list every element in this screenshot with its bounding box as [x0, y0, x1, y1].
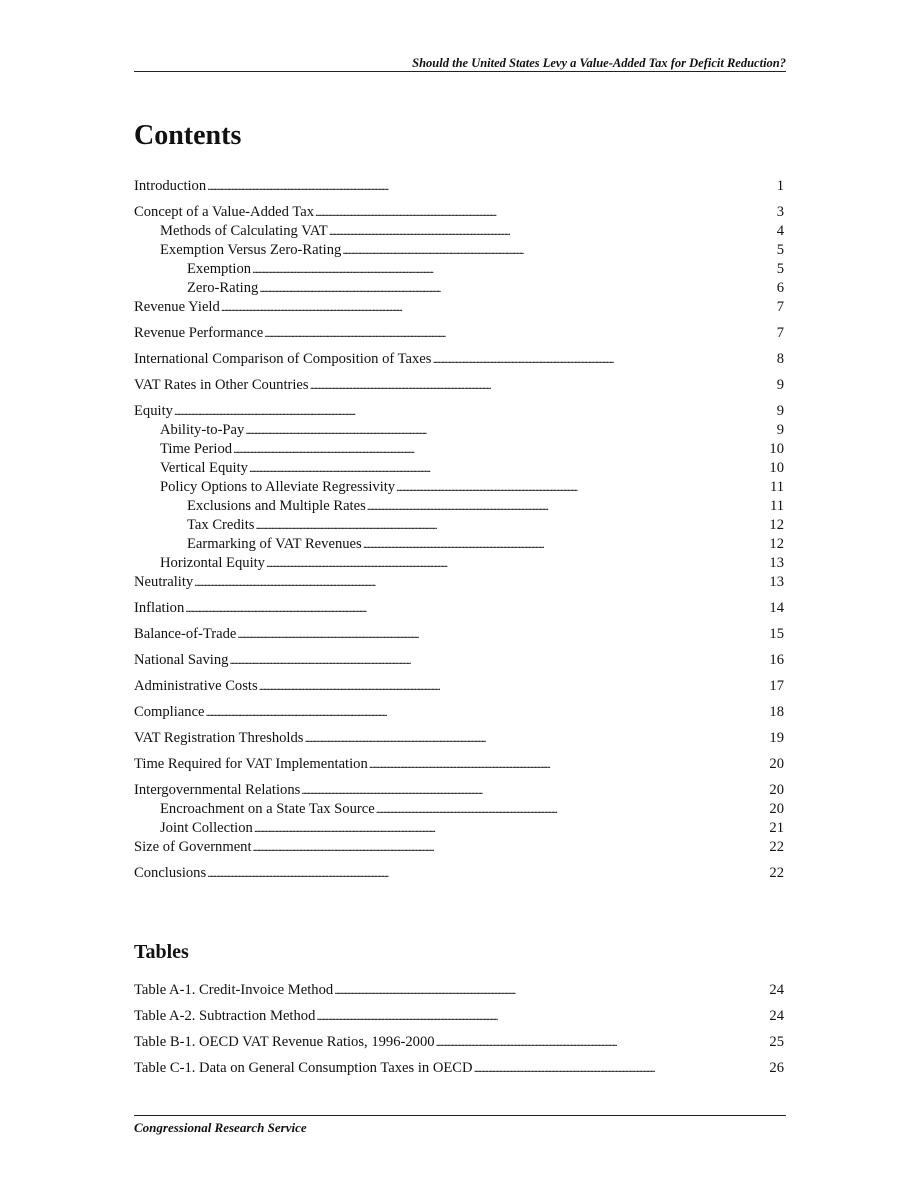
toc-entry-page: 10 — [769, 441, 784, 457]
toc-entry-page: 13 — [769, 555, 784, 571]
toc-entry-label: Revenue Performance — [134, 325, 264, 341]
toc-entry[interactable] — [134, 800, 784, 819]
toc-entry[interactable] — [134, 516, 784, 535]
toc-entry-label: VAT Rates in Other Countries — [134, 377, 309, 393]
toc-entry-page: 13 — [769, 574, 784, 590]
toc-entry[interactable] — [134, 838, 784, 857]
dot-leader — [253, 838, 769, 856]
toc-entry[interactable] — [134, 478, 784, 497]
toc-entry[interactable] — [134, 260, 784, 279]
dot-leader — [259, 279, 775, 297]
running-header: Should the United States Levy a Value-Added Tax for Deficit Reduction? — [412, 56, 786, 70]
toc-entry-label: Compliance — [134, 704, 205, 720]
toc-entry[interactable] — [134, 625, 784, 644]
toc-entry-page: 8 — [776, 351, 784, 367]
toc-entry-page: 17 — [769, 678, 784, 694]
toc-entry-page: 10 — [769, 460, 784, 476]
toc-entry[interactable] — [134, 651, 784, 670]
toc-entry[interactable] — [134, 599, 784, 618]
dot-leader — [432, 350, 775, 368]
dot-leader — [369, 755, 769, 773]
toc-entry-page: 20 — [769, 756, 784, 772]
dot-leader — [194, 573, 768, 591]
toc-entry-label: Exemption — [187, 261, 252, 277]
dot-leader — [206, 703, 769, 721]
toc-entry-label: Policy Options to Alleviate Regressivity — [160, 479, 396, 495]
dot-leader — [367, 497, 769, 515]
toc-entry-label: Size of Government — [134, 839, 252, 855]
toc-entry-label: Joint Collection — [160, 820, 253, 836]
toc-entry-page: 9 — [776, 377, 784, 393]
toc-entry-label: Introduction — [134, 178, 207, 194]
table-entry[interactable] — [134, 981, 784, 1000]
toc-entry-label: Equity — [134, 403, 173, 419]
dot-leader — [264, 324, 775, 342]
toc-entry-label: Conclusions — [134, 865, 207, 881]
toc-entry-label: Time Required for VAT Implementation — [134, 756, 368, 772]
list-of-tables — [134, 981, 784, 1078]
dot-leader — [229, 651, 768, 669]
dot-leader — [249, 459, 768, 477]
toc-entry[interactable] — [134, 350, 784, 369]
toc-entry-page: 20 — [769, 782, 784, 798]
toc-entry-label: Horizontal Equity — [160, 555, 265, 571]
toc-entry-label: International Comparison of Composition of Taxes — [134, 351, 432, 367]
dot-leader — [329, 222, 776, 240]
toc-entry-label: Neutrality — [134, 574, 194, 590]
table-entry-page: 24 — [769, 982, 784, 998]
toc-entry[interactable] — [134, 279, 784, 298]
toc-entry[interactable] — [134, 497, 784, 516]
table-entry-label: Table B-1. OECD VAT Revenue Ratios, 1996-2000 — [134, 1034, 435, 1050]
dot-leader — [254, 819, 769, 837]
table-entry-page: 24 — [769, 1008, 784, 1024]
toc-entry-page: 16 — [769, 652, 784, 668]
toc-entry-page: 18 — [769, 704, 784, 720]
dot-leader — [436, 1033, 769, 1051]
dot-leader — [221, 298, 776, 316]
dot-leader — [255, 516, 768, 534]
toc-entry[interactable] — [134, 298, 784, 317]
toc-entry-label: Methods of Calculating VAT — [160, 223, 328, 239]
toc-entry-label: Ability-to-Pay — [160, 422, 245, 438]
toc-entry-page: 5 — [776, 261, 784, 277]
toc-entry[interactable] — [134, 755, 784, 774]
toc-entry[interactable] — [134, 376, 784, 395]
toc-entry-page: 7 — [776, 325, 784, 341]
dot-leader — [233, 440, 768, 458]
toc-entry-label: Revenue Yield — [134, 299, 220, 315]
toc-entry-page: 12 — [769, 536, 784, 552]
footer-rule — [134, 1115, 786, 1116]
toc-entry[interactable] — [134, 677, 784, 696]
toc-entry[interactable] — [134, 440, 784, 459]
toc-entry[interactable] — [134, 703, 784, 722]
table-entry-label: Table C-1. Data on General Consumption Taxes in OECD — [134, 1060, 473, 1076]
toc-entry[interactable] — [134, 324, 784, 343]
dot-leader — [474, 1059, 769, 1077]
dot-leader — [207, 864, 768, 882]
dot-leader — [342, 241, 775, 259]
dot-leader — [304, 729, 768, 747]
toc-entry-page: 11 — [769, 479, 784, 495]
toc-entry-label: Tax Credits — [187, 517, 255, 533]
toc-entry-page: 3 — [776, 204, 784, 220]
dot-leader — [315, 203, 776, 221]
toc-entry-page: 19 — [769, 730, 784, 746]
toc-entry-page: 22 — [769, 839, 784, 855]
dot-leader — [301, 781, 768, 799]
toc-entry[interactable] — [134, 402, 784, 421]
toc-entry[interactable] — [134, 421, 784, 440]
toc-entry-label: Vertical Equity — [160, 460, 248, 476]
dot-leader — [363, 535, 769, 553]
toc-entry[interactable] — [134, 535, 784, 554]
toc-entry-page: 22 — [769, 865, 784, 881]
toc-entry-page: 9 — [776, 422, 784, 438]
toc-entry-page: 1 — [776, 178, 784, 194]
table-entry[interactable] — [134, 1007, 784, 1026]
toc-entry[interactable] — [134, 459, 784, 478]
dot-leader — [376, 800, 769, 818]
dot-leader — [259, 677, 769, 695]
toc-entry-label: Exemption Versus Zero-Rating — [160, 242, 342, 258]
toc-entry-page: 20 — [769, 801, 784, 817]
toc-entry-label: Administrative Costs — [134, 678, 258, 694]
toc-entry-label: Concept of a Value-Added Tax — [134, 204, 314, 220]
header-rule — [134, 71, 786, 72]
toc-entry-label: Exclusions and Multiple Rates — [187, 498, 366, 514]
toc-entry-label: Encroachment on a State Tax Source — [160, 801, 375, 817]
table-entry-label: Table A-1. Credit-Invoice Method — [134, 982, 334, 998]
toc-entry[interactable] — [134, 819, 784, 838]
dot-leader — [237, 625, 768, 643]
toc-entry[interactable] — [134, 554, 784, 573]
toc-entry[interactable] — [134, 573, 784, 592]
toc-entry[interactable] — [134, 177, 784, 196]
table-entry-page: 25 — [769, 1034, 784, 1050]
dot-leader — [185, 599, 768, 617]
toc-entry-page: 14 — [769, 600, 784, 616]
page-title: Contents — [134, 120, 242, 151]
dot-leader — [207, 177, 776, 195]
toc-entry-page: 6 — [776, 280, 784, 296]
tables-heading: Tables — [134, 941, 189, 963]
toc-entry[interactable] — [134, 781, 784, 800]
toc-entry-page: 9 — [776, 403, 784, 419]
toc-entry-page: 21 — [769, 820, 784, 836]
running-footer: Congressional Research Service — [134, 1120, 307, 1135]
toc-entry[interactable] — [134, 203, 784, 222]
toc-entry-page: 7 — [776, 299, 784, 315]
toc-entry-label: Balance-of-Trade — [134, 626, 237, 642]
toc-entry-label: National Saving — [134, 652, 229, 668]
table-of-contents — [134, 177, 784, 883]
dot-leader — [252, 260, 776, 278]
dot-leader — [174, 402, 776, 420]
dot-leader — [310, 376, 776, 394]
toc-entry[interactable] — [134, 864, 784, 883]
toc-entry-page: 12 — [769, 517, 784, 533]
toc-entry-page: 4 — [776, 223, 784, 239]
toc-entry-page: 15 — [769, 626, 784, 642]
dot-leader — [396, 478, 769, 496]
toc-entry-page: 11 — [769, 498, 784, 514]
table-entry-label: Table A-2. Subtraction Method — [134, 1008, 316, 1024]
toc-entry-label: Time Period — [160, 441, 233, 457]
dot-leader — [245, 421, 775, 439]
toc-entry-label: VAT Registration Thresholds — [134, 730, 304, 746]
toc-entry-label: Zero-Rating — [187, 280, 259, 296]
toc-entry[interactable] — [134, 729, 784, 748]
toc-entry[interactable] — [134, 222, 784, 241]
toc-entry-label: Intergovernmental Relations — [134, 782, 301, 798]
toc-entry-label: Earmarking of VAT Revenues — [187, 536, 362, 552]
table-entry[interactable] — [134, 1059, 784, 1078]
toc-entry-page: 5 — [776, 242, 784, 258]
dot-leader — [334, 981, 768, 999]
toc-entry-label: Inflation — [134, 600, 185, 616]
dot-leader — [316, 1007, 768, 1025]
table-entry-page: 26 — [769, 1060, 784, 1076]
table-entry[interactable] — [134, 1033, 784, 1052]
toc-entry[interactable] — [134, 241, 784, 260]
dot-leader — [266, 554, 768, 572]
